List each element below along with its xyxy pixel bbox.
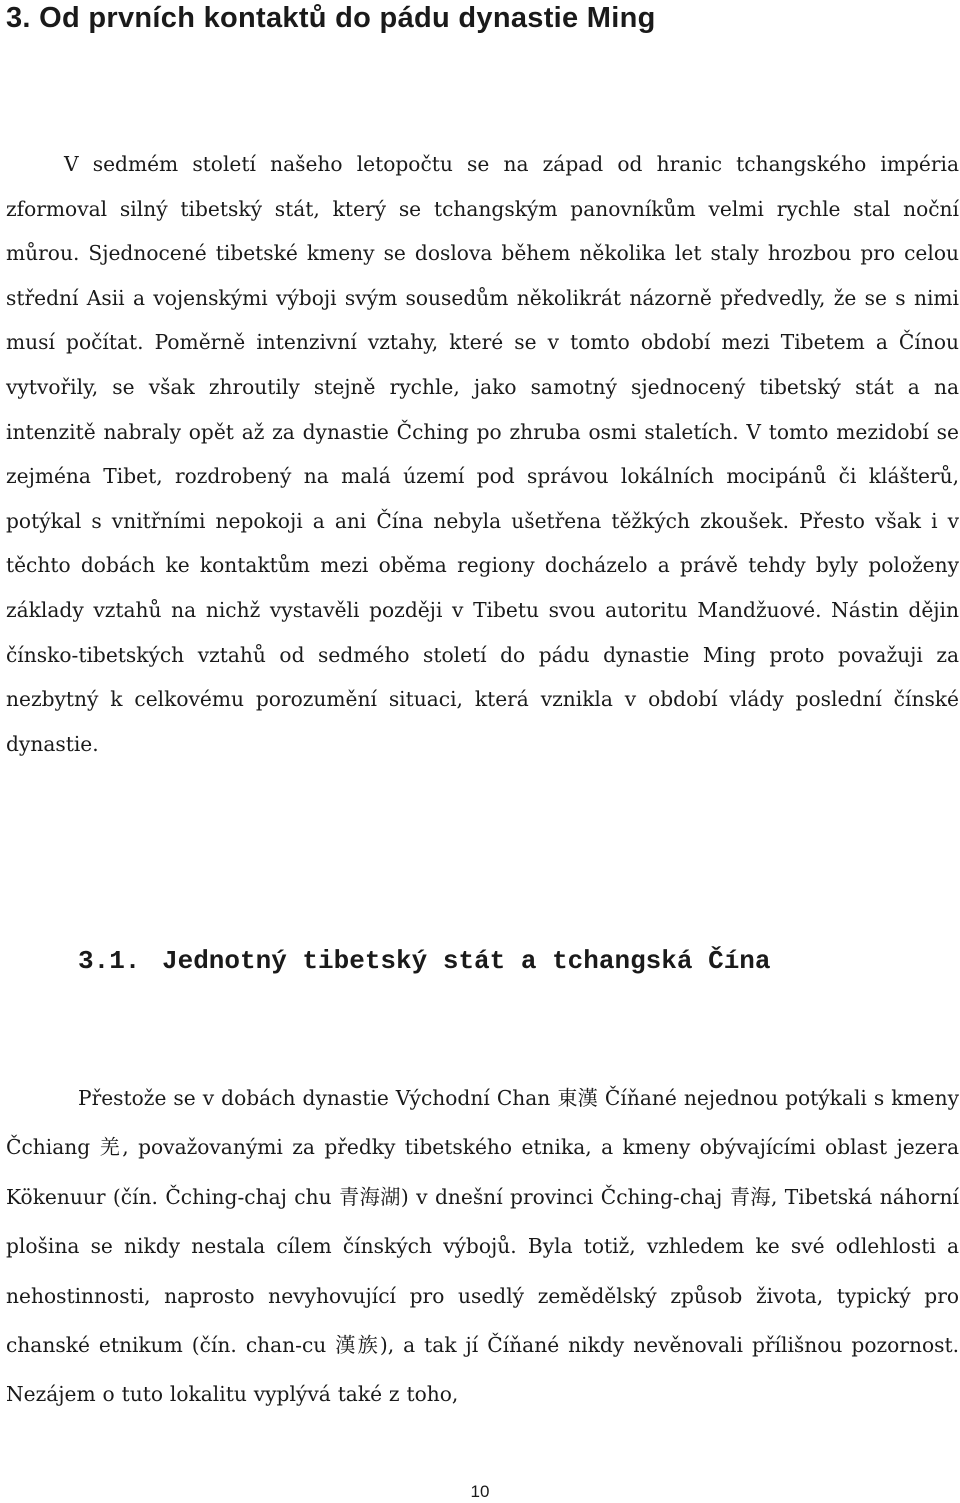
chapter-title: 3. Od prvních kontaktů do pádu dynastie Ming — [6, 2, 656, 34]
body-paragraph-2: Přestože se v dobách dynastie Východní Chan 東漢 Číňané nejednou potýkali s kmeny Čchiang 羌, považovanými za předky tibetského etnika, a kmeny obývajícími oblast jezera Kökenuur (čín. Čching-chaj chu 青海湖) v dnešní provinci Čching-chaj 青海, Tibetská náhorní plošina se nikdy nestala cílem čínských výbojů. Byla totiž, vzhledem ke své odlehlosti a nehostinnosti, naprosto nevyhovující pro usedlý zemědělský způsob života, typický pro chanské etnikum (čín. chan-cu 漢族), a tak jí Číňané nikdy nevěnovali přílišnou pozornost. Nezájem o tuto lokalitu vyplývá také z toho, — [6, 1086, 959, 1407]
page-number: 10 — [470, 1482, 490, 1501]
body-paragraph-1: V sedmém století našeho letopočtu se na západ od hranic tchangského impéria zformoval silný tibetský stát, který se tchangským panovníkům velmi rychle stal noční můrou. Sjednocené tibetské kmeny se doslova během několika let staly hrozbou pro celou střední Asii a vojenskými výboji svým sousedům několikrát názorně předvedly, že se s nimi musí počítat. Poměrně intenzivní vztahy, které se v tomto období mezi Tibetem a Čínou vytvořily, se však zhroutily stejně rychle, jako samotný sjednocený tibetský stát a na intenzitě nabraly opět až za dynastie Čching po zhruba osmi staletích. V tomto mezidobí se zejména Tibet, rozdrobený na malá území pod správou lokálních mocipánů či klášterů, potýkal s vnitřními nepokoji a ani Čína nebyla ušetřena těžkých zkoušek. Přesto však i v těchto dobách ke kontaktům mezi oběma regiony docházelo a právě tehdy byly položeny základy vztahů na nichž vystavěli později v Tibetu svou autoritu Mandžuové. Nástin dějin čínsko-tibetských vztahů od sedmého století do pádu dynastie Ming proto považuji za nezbytný k celkovému porozumění situaci, která vznikla v období vlády poslední čínské dynastie. — [6, 152, 959, 756]
section-number: 3.1. — [78, 946, 141, 976]
section-title: Jednotný tibetský stát a tchangská Čína — [162, 946, 771, 976]
section-heading — [78, 943, 771, 979]
